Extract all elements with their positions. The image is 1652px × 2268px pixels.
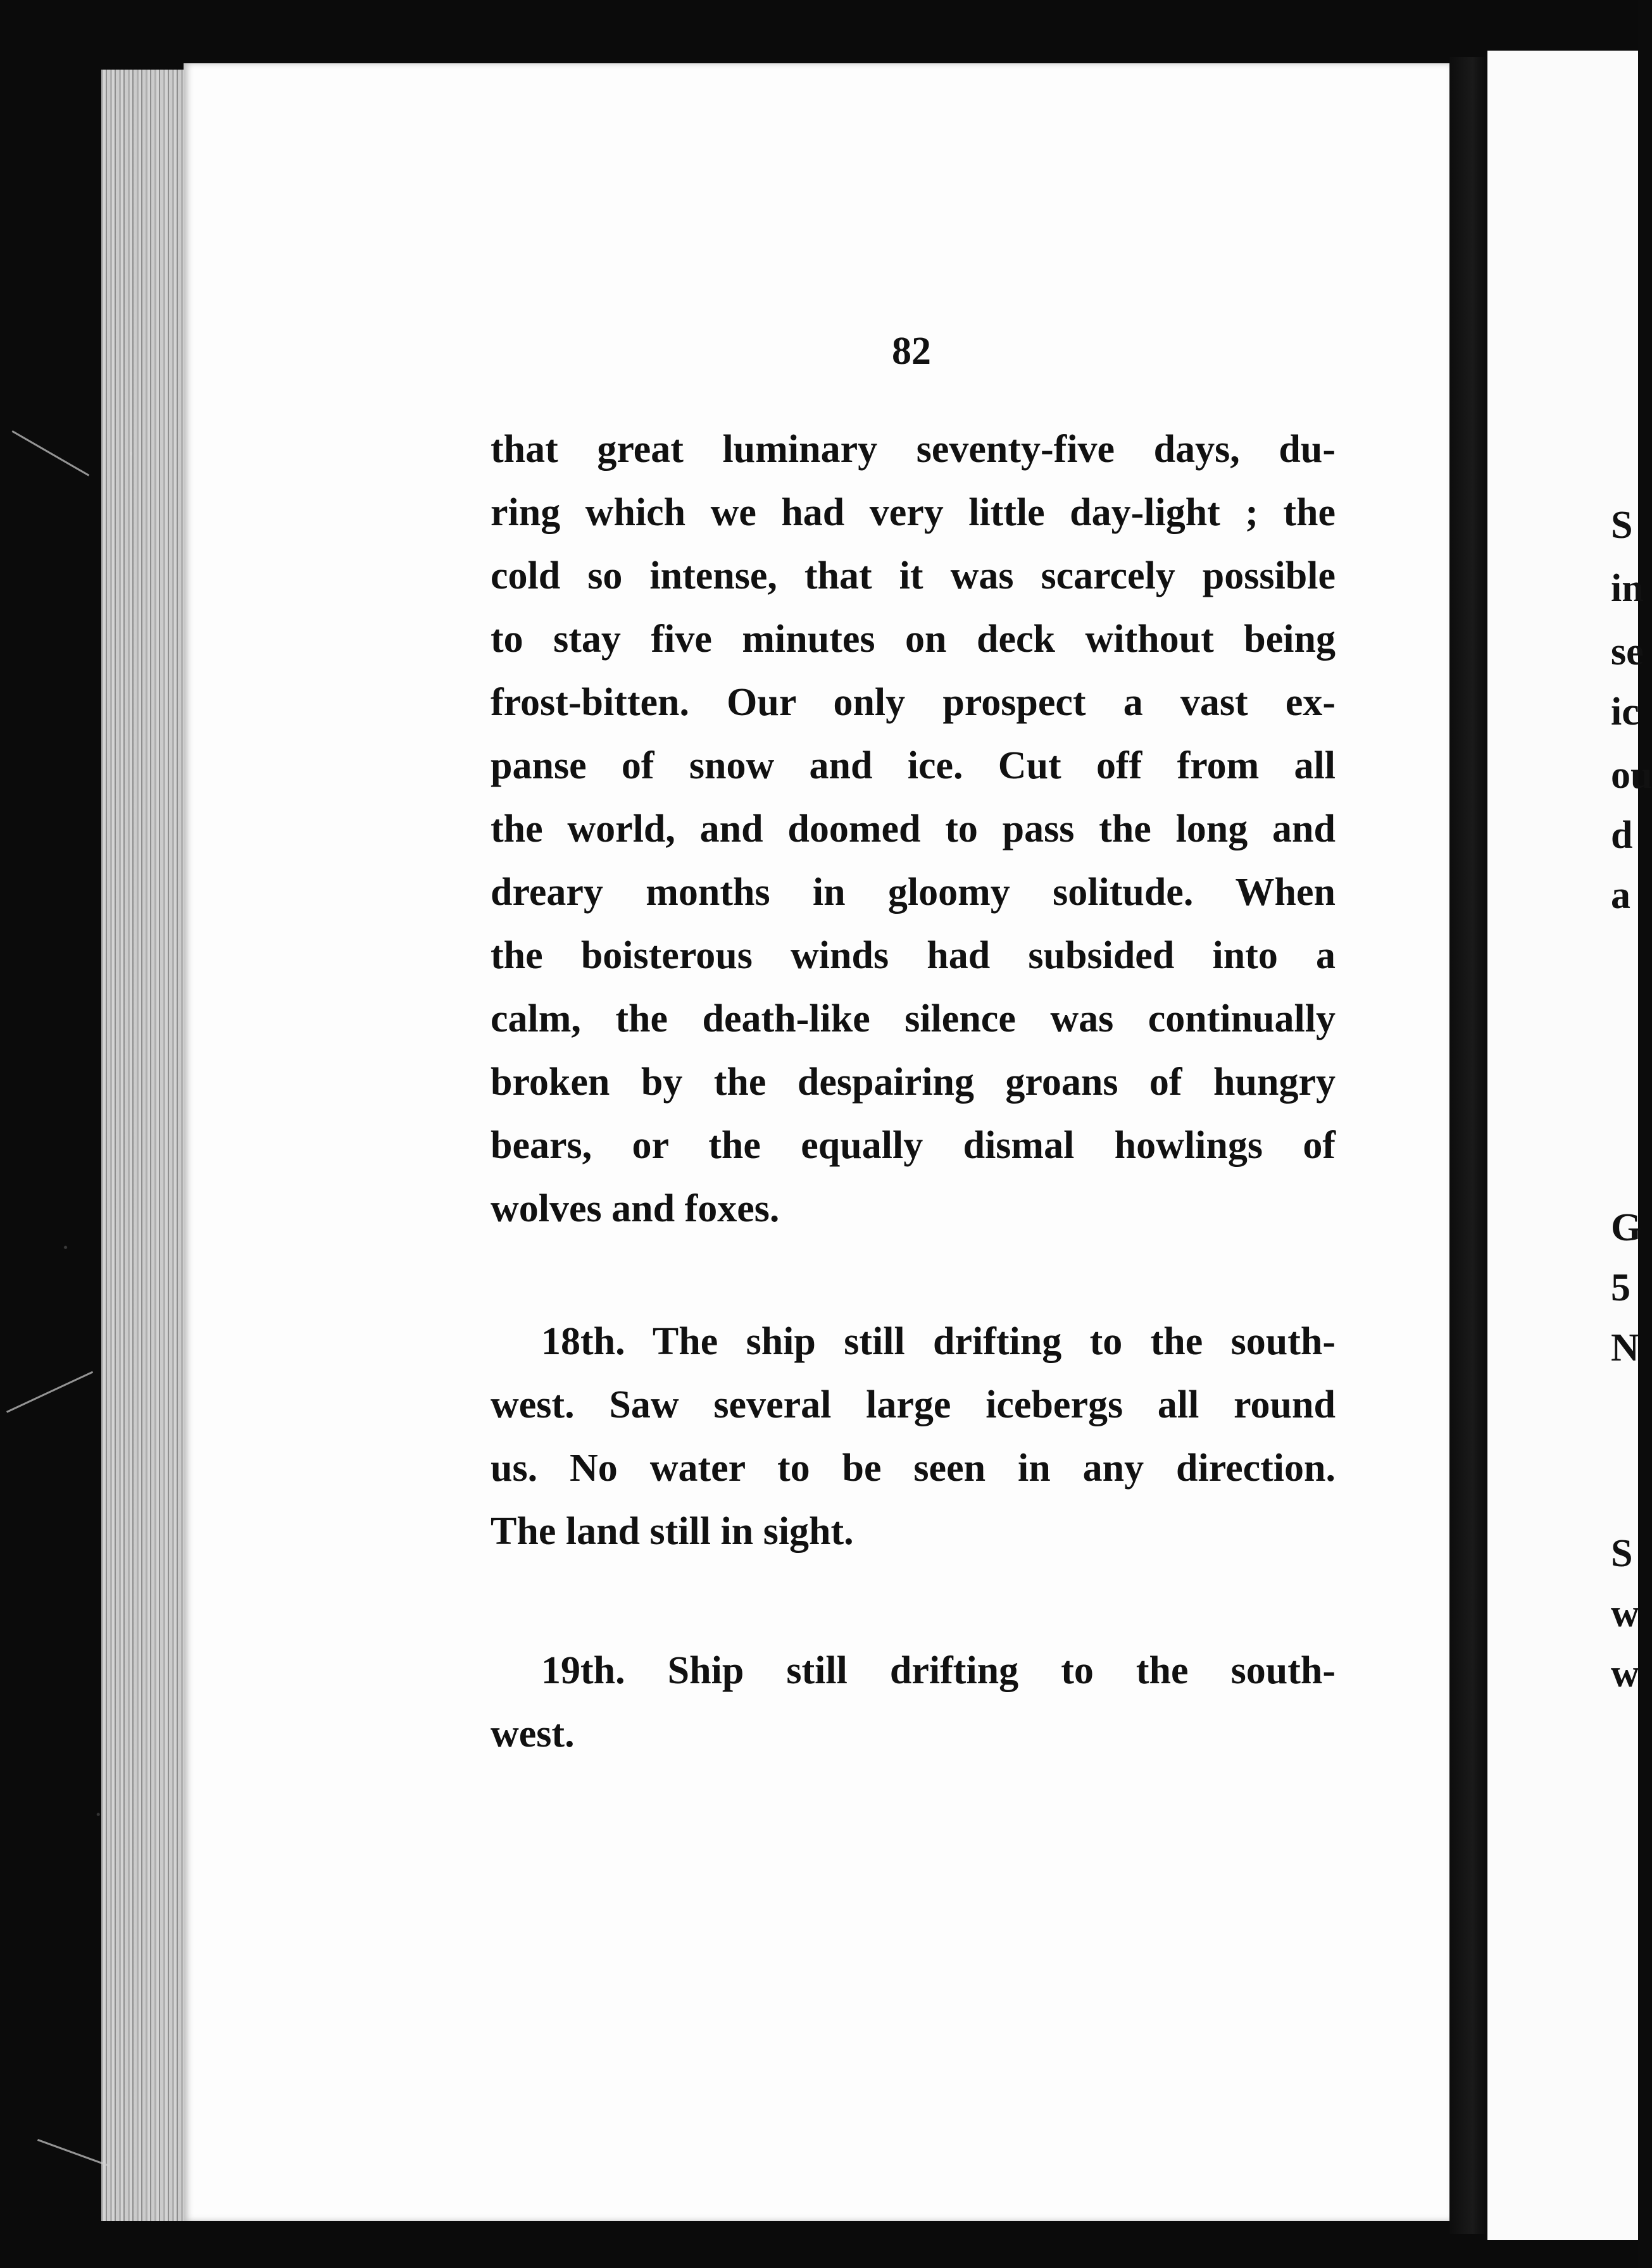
text-line: west. — [491, 1712, 575, 1755]
right-page-fragment: in — [1611, 567, 1644, 610]
text-line: panse of snow and ice. Cut off from all — [491, 744, 1336, 787]
text-line: 18th. The ship still drifting to the south- — [541, 1320, 1336, 1363]
paragraph-19th-entry — [491, 1639, 1336, 1766]
text-line: 19th. Ship still drifting to the south- — [541, 1649, 1336, 1692]
paragraph-winter — [491, 418, 1336, 1240]
right-page-fragment: a — [1611, 874, 1630, 917]
right-page-fragment: S — [1611, 1532, 1633, 1575]
text-line: calm, the death-like silence was continually — [491, 997, 1336, 1040]
right-page-fragment: N — [1611, 1326, 1639, 1369]
text-line: the world, and doomed to pass the long and — [491, 807, 1336, 850]
text-line: broken by the despairing groans of hungry — [491, 1061, 1336, 1104]
text-line: ring which we had very little day-light ; the — [491, 491, 1336, 534]
text-line: cold so intense, that it was scarcely possible — [491, 554, 1336, 597]
right-page-fragment: se — [1611, 630, 1644, 673]
text-line: The land still in sight. — [491, 1510, 854, 1553]
text-line: dreary months in gloomy solitude. When — [491, 871, 1336, 914]
book-gutter — [1449, 57, 1487, 2234]
right-page-fragment: S — [1611, 504, 1633, 547]
right-page-fragment: d — [1611, 814, 1633, 857]
right-page-fragment: ou — [1611, 754, 1652, 797]
text-line: wolves and foxes. — [491, 1187, 780, 1230]
right-page-fragment: G — [1611, 1206, 1642, 1249]
text-line: to stay five minutes on deck without being — [491, 618, 1336, 661]
paragraph-18th-entry — [491, 1310, 1336, 1563]
right-page-fragment: 5 — [1611, 1266, 1630, 1309]
text-line: us. No water to be seen in any direction. — [491, 1447, 1336, 1490]
text-line: west. Saw several large icebergs all round — [491, 1383, 1336, 1426]
right-page-fragment: w — [1611, 1652, 1639, 1695]
right-page — [1487, 51, 1638, 2240]
right-page-fragment: ic — [1611, 690, 1639, 733]
page-number: 82 — [892, 330, 931, 373]
text-line: that great luminary seventy-five days, du- — [491, 428, 1336, 471]
text-line: the boisterous winds had subsided into a — [491, 934, 1336, 977]
page-edge-stack — [101, 70, 196, 2221]
text-line: bears, or the equally dismal howlings of — [491, 1124, 1336, 1167]
text-line: frost-bitten. Our only prospect a vast ex- — [491, 681, 1336, 724]
right-page-fragment: w — [1611, 1592, 1639, 1635]
